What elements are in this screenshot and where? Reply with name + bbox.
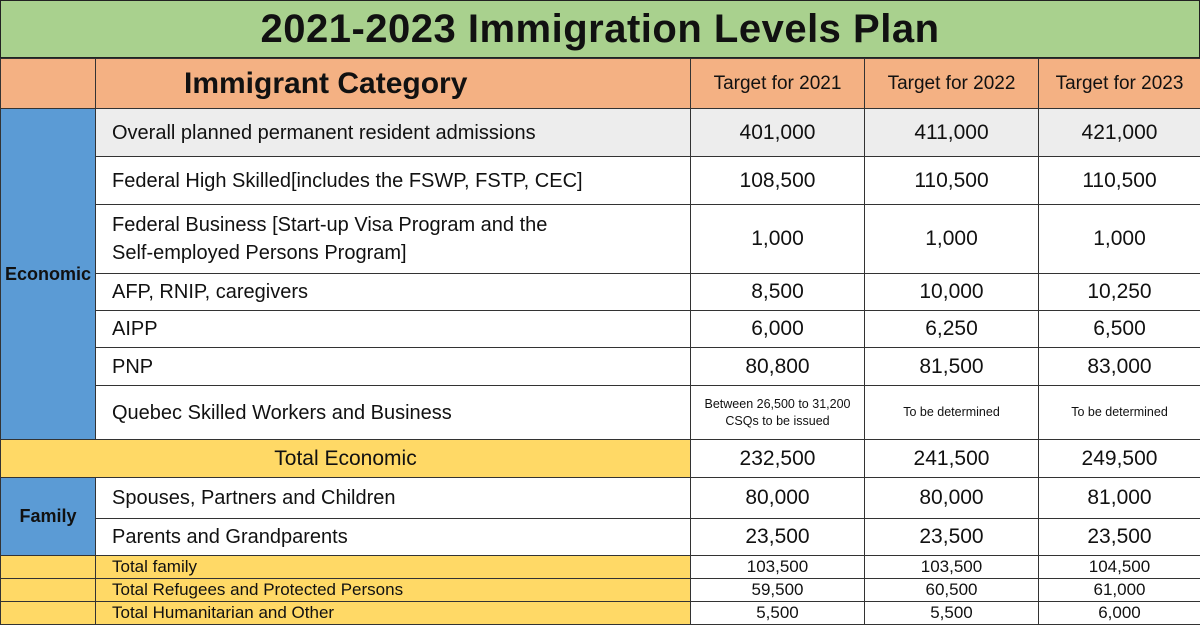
table-row [1,157,1200,205]
row-label: Parents and Grandparents [96,519,691,556]
row-label-line: Self-employed Persons Program] [112,242,407,264]
total-economic-label: Total Economic [1,440,691,478]
cell-line: Between 26,500 to 31,200 [704,396,851,411]
row-label: AFP, RNIP, caregivers [96,274,691,311]
cell-2022: 103,500 [865,556,1039,579]
total-row [1,556,1200,579]
header-2021: Target for 2021 [691,59,865,109]
table-row [1,274,1200,311]
total-label: Total family [96,556,691,579]
cell-2021: 6,000 [691,311,865,348]
total-row [1,602,1200,625]
table-row [1,386,1200,440]
cell-2022: 110,500 [865,157,1039,205]
cell-2021: 23,500 [691,519,865,556]
levels-table [0,58,1200,625]
cell-2021: 8,500 [691,274,865,311]
header-2022: Target for 2022 [865,59,1039,109]
total-side-cell [1,579,96,602]
cell-2021 [691,386,865,440]
table-row [1,311,1200,348]
cell-2021: 401,000 [691,109,865,157]
cell-2021: 80,800 [691,348,865,386]
family-label: Family [1,478,96,556]
table-row [1,109,1200,157]
cell-2021: 232,500 [691,440,865,478]
cell-2023: 249,500 [1039,440,1200,478]
row-label: Spouses, Partners and Children [96,478,691,519]
cell-line: CSQs to be issued [725,413,830,428]
page-title: 2021-2023 Immigration Levels Plan [0,0,1200,58]
cell-2022: 1,000 [865,205,1039,274]
cell-2022: To be determined [865,386,1039,440]
row-label-line: Federal Business [Start-up Visa Program and the [112,214,548,236]
total-label: Total Humanitarian and Other [96,602,691,625]
cell-2021: 80,000 [691,478,865,519]
cell-2022: 81,500 [865,348,1039,386]
header-row [1,59,1200,109]
table-row [1,205,1200,274]
table-row [1,519,1200,556]
total-side-cell [1,556,96,579]
cell-2022: 60,500 [865,579,1039,602]
header-2023: Target for 2023 [1039,59,1200,109]
row-label [96,205,691,274]
cell-2022: 80,000 [865,478,1039,519]
cell-2021: 5,500 [691,602,865,625]
cell-2023: 421,000 [1039,109,1200,157]
row-label: Quebec Skilled Workers and Business [96,386,691,440]
row-label: Federal High Skilled[includes the FSWP, FSTP, CEC] [96,157,691,205]
cell-2022: 6,250 [865,311,1039,348]
total-side-cell [1,602,96,625]
cell-2023: 81,000 [1039,478,1200,519]
cell-2022: 10,000 [865,274,1039,311]
row-label: Overall planned permanent resident admissions [96,109,691,157]
cell-2022: 5,500 [865,602,1039,625]
header-blank-cell [1,59,96,109]
total-label: Total Refugees and Protected Persons [96,579,691,602]
economic-label: Economic [1,109,96,440]
total-economic-row [1,440,1200,478]
cell-2022: 23,500 [865,519,1039,556]
cell-2023: 104,500 [1039,556,1200,579]
table-row [1,348,1200,386]
cell-2023: 61,000 [1039,579,1200,602]
cell-2021: 1,000 [691,205,865,274]
cell-2023: 10,250 [1039,274,1200,311]
row-label: PNP [96,348,691,386]
cell-2022: 411,000 [865,109,1039,157]
cell-2023: 1,000 [1039,205,1200,274]
cell-2023: 6,000 [1039,602,1200,625]
cell-2023: 83,000 [1039,348,1200,386]
cell-2021: 103,500 [691,556,865,579]
total-row [1,579,1200,602]
cell-2021: 108,500 [691,157,865,205]
table-row [1,478,1200,519]
row-label: AIPP [96,311,691,348]
cell-2023: 23,500 [1039,519,1200,556]
cell-2023: 6,500 [1039,311,1200,348]
cell-2021: 59,500 [691,579,865,602]
cell-2022: 241,500 [865,440,1039,478]
cell-2023: To be determined [1039,386,1200,440]
cell-2023: 110,500 [1039,157,1200,205]
header-category: Immigrant Category [96,59,691,109]
